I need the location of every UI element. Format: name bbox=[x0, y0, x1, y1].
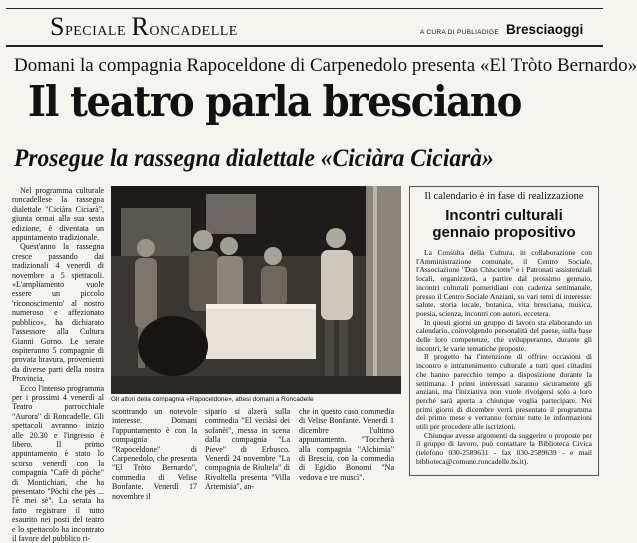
paragraph: Nel programma culturale roncadellese la rassegna dialettale "Ciciàra Ciciarà", giunta ormai alla sua sesta edizione, è diventata un appuntamento tradizionale. bbox=[12, 186, 104, 243]
paragraph: Chiunque avesse argomenti da suggerire o proposte per il gruppo di lavoro, può contattare la Biblioteca Civica (telefono 030-2589631 - fax 030-2589639 - e mail biblioteca@comune.roncadelle.bs.it). bbox=[416, 430, 592, 466]
paragraph: La Consulta della Cultura, in collaborazione con l'Amministrazione comunale, il Centro Sociale, l'Associazione "Don Chisciotte" e i Patronati assistenziali locali, organizzerà, a partire dal prossimo gennaio, incontri culturali pomeridiani con cadenza settimanale, presso il Centro Sociale Anziani, su vari temi di interesse: salute, storia locale, botanica, vita bresciana, musica, poesia, scienza, incontri con autori, eccetera. bbox=[416, 248, 592, 318]
article-column-1 bbox=[12, 186, 104, 543]
article-subhead: Prosegue la rassegna dialettale «Ciciàra Ciciarà» bbox=[14, 145, 494, 172]
sidebar-title: Incontri culturali gennaio propositivo bbox=[432, 207, 576, 241]
article-kicker: Domani la compagnia Rapoceldone di Carpenedolo presenta «El Tròto Bernardo» bbox=[14, 55, 637, 76]
paragraph: che in questo caso commedia di Velise Bonfante. Venerdì 1 dicembre l'ultimo appuntamento. "Toccherà alla compagnia "Alchimia" di Brescia, con la commedia di Egidio Bonomi "Na vedova e tre muscì". bbox=[299, 407, 394, 482]
article-column-2 bbox=[112, 407, 197, 501]
actors-illustration bbox=[111, 186, 401, 394]
sidebar-body bbox=[416, 249, 592, 467]
photo-caption: Gli attori della compagnia «Rapoceldone», attesi domani a Roncadelle bbox=[111, 396, 314, 403]
top-rule bbox=[6, 8, 603, 9]
paragraph: In questi giorni un gruppo di lavoro sta elaborando un calendario, coinvolgendo personalità del paese, sulla base delle loro competenze, che svilupperanno, durante gli incontri, le varie tematiche proposte. bbox=[416, 317, 592, 353]
theatre-photo bbox=[111, 186, 401, 394]
publisher-credit: A CURA DI PUBLIADIGE bbox=[420, 29, 499, 36]
paragraph: scontrando un notevole interesse. Domani l'appuntamento è con la compagnia "Rapoceldone" di Carpenedolo, che presenta "El Tròto Bernardo", commedia di Velise Bonfante. Venerdì 17 novembre il bbox=[112, 407, 197, 501]
newspaper-logo: Bresciaoggi bbox=[506, 22, 584, 37]
sidebar-box bbox=[409, 186, 599, 476]
article-column-4 bbox=[299, 407, 394, 482]
paragraph: sipario si alzerà sulla commedia "El veciàsì dei sofanèi", messa in scena dalla compagnia "La Pieve" di Erbusco. Venerdì 24 novembre "La compagnia de Riultela" di Rivoltella presenta "Villa Artemisia", an- bbox=[205, 407, 290, 492]
paragraph: Quest'anno la rassegna cresce passando dai tradizionali 4 venerdì di novembre a 5 spettacoli. «L'ampliamento vuole essere un piccolo 'riconoscimento' al nostro numeroso e affezionato pubblico», ha dichiarato l'assessore alla Cultura Gianni Gorno. Le serate ospiteranno 5 compagnie di provata bravura, provenienti da diverse parti della nostra Provincia. bbox=[12, 242, 104, 384]
paragraph: Ecco l'intenso programma per i prossimi 4 venerdì al Teatro parrocchiale "Aurora" di Roncadelle. Gli spettacoli avranno inizio alle 20.30 e l'ingresso è libero. Il primo appuntamento è stato lo scorso venerdì con la compagnia "Cafè di pòche" di Montichiari, che ha presentato "Pòchi che pès ... l'è mei sè". La serata ha fatto registrare il tutto esaurito nei posti del teatro e lo spettacolo ha incontrato il favore del pubblico ri- bbox=[12, 383, 104, 543]
sidebar-kicker: Il calendario è in fase di realizzazione bbox=[424, 191, 584, 202]
paragraph: Il progetto ha l'intenzione di offrire occasioni di incontro e intrattenimento culturale a tutti quei cittadini che hanno parecchio tempo a disposizione durante la settimana. I primi interessati saranno sicuramente gli anziani, ma l'iniziativa non vuole rivolgersi solo a loro perché sarà aperta a chiunque voglia partecipare. Nei primi giorni di dicembre verrà presentato il programma del primo mese e verranno fornite tutte le informazioni utili per procedere alle iscrizioni. bbox=[416, 352, 592, 432]
article-column-3 bbox=[205, 407, 290, 492]
header-rule bbox=[6, 45, 603, 47]
article-headline: Il teatro parla bresciano bbox=[28, 77, 522, 126]
section-title: Speciale Roncadelle bbox=[50, 12, 238, 41]
